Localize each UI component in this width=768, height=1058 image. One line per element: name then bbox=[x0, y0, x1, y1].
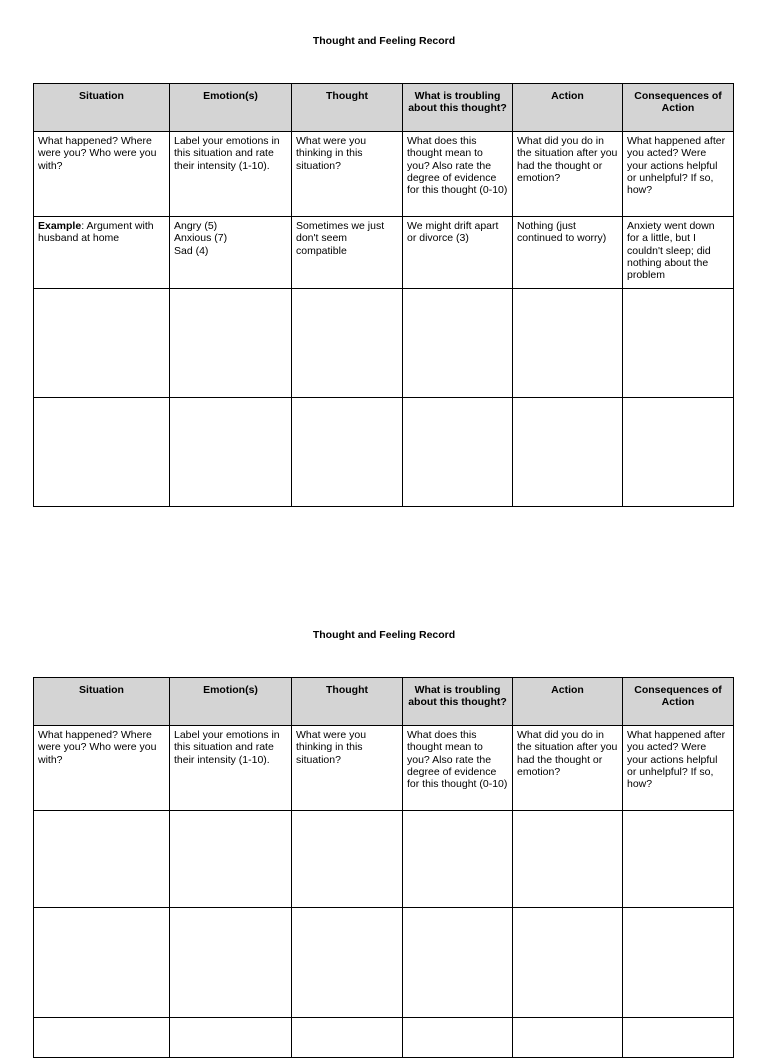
blank-entry-row bbox=[34, 908, 734, 1018]
column-header-situation: Situation bbox=[34, 678, 170, 726]
prompt-cell-situation: What happened? Where were you? Who were you with? bbox=[34, 726, 170, 811]
table-header-row bbox=[34, 84, 734, 132]
example-emotion: Angry (5) bbox=[174, 220, 218, 232]
blank-cell[interactable] bbox=[623, 908, 734, 1018]
column-header-thought: Thought bbox=[292, 678, 403, 726]
example-cell-thought: Sometimes we just don't seem compatible bbox=[292, 217, 403, 289]
prompt-cell-emotions: Label your emotions in this situation and rate their intensity (1-10). bbox=[170, 132, 292, 217]
blank-cell[interactable] bbox=[513, 811, 623, 908]
example-cell-consequences: Anxiety went down for a little, but I couldn't sleep; did nothing about the problem bbox=[623, 217, 734, 289]
blank-cell[interactable] bbox=[292, 398, 403, 507]
record-title: Thought and Feeling Record bbox=[312, 35, 456, 47]
record-title: Thought and Feeling Record bbox=[312, 629, 456, 641]
example-cell-emotions bbox=[170, 217, 292, 289]
table-header-row bbox=[34, 678, 734, 726]
prompt-cell-emotions: Label your emotions in this situation and rate their intensity (1-10). bbox=[170, 726, 292, 811]
blank-cell[interactable] bbox=[292, 289, 403, 398]
blank-cell[interactable] bbox=[292, 908, 403, 1018]
prompt-cell-thought: What were you thinking in this situation? bbox=[292, 132, 403, 217]
column-header-emotions: Emotion(s) bbox=[170, 678, 292, 726]
blank-cell[interactable] bbox=[170, 908, 292, 1018]
blank-cell[interactable] bbox=[623, 289, 734, 398]
blank-cell[interactable] bbox=[170, 811, 292, 908]
example-cell-troubling: We might drift apart or divorce (3) bbox=[403, 217, 513, 289]
prompt-cell-consequences: What happened after you acted? Were your actions helpful or unhelpful? If so, how? bbox=[623, 726, 734, 811]
blank-entry-row bbox=[34, 811, 734, 908]
blank-cell[interactable] bbox=[403, 811, 513, 908]
blank-cell[interactable] bbox=[34, 289, 170, 398]
blank-cell[interactable] bbox=[34, 908, 170, 1018]
example-emotion: Sad (4) bbox=[174, 244, 209, 257]
blank-cell[interactable] bbox=[513, 398, 623, 507]
prompt-row bbox=[34, 132, 734, 217]
prompt-cell-situation: What happened? Where were you? Who were you with? bbox=[34, 132, 170, 217]
prompt-cell-troubling: What does this thought mean to you? Also rate the degree of evidence for this thought (0-10) bbox=[403, 132, 513, 217]
blank-cell[interactable] bbox=[403, 398, 513, 507]
example-cell-situation bbox=[34, 217, 170, 289]
column-header-consequences: Consequences of Action bbox=[623, 678, 734, 726]
blank-cell[interactable] bbox=[623, 398, 734, 507]
blank-cell[interactable] bbox=[623, 811, 734, 908]
column-header-thought: Thought bbox=[292, 84, 403, 132]
blank-cell[interactable] bbox=[513, 908, 623, 1018]
blank-cell[interactable] bbox=[170, 398, 292, 507]
column-header-troubling: What is troubling about this thought? bbox=[403, 84, 513, 132]
column-header-emotions: Emotion(s) bbox=[170, 84, 292, 132]
blank-cell[interactable] bbox=[403, 289, 513, 398]
prompt-row bbox=[34, 726, 734, 811]
prompt-cell-action: What did you do in the situation after you had the thought or emotion? bbox=[513, 132, 623, 217]
blank-entry-row bbox=[34, 289, 734, 398]
example-situation-text: : Argument with husband at home bbox=[38, 220, 154, 245]
blank-cell[interactable] bbox=[403, 908, 513, 1018]
column-header-situation: Situation bbox=[34, 84, 170, 132]
column-header-action: Action bbox=[513, 678, 623, 726]
example-label: Example bbox=[38, 220, 82, 232]
column-header-action: Action bbox=[513, 84, 623, 132]
column-header-troubling: What is troubling about this thought? bbox=[403, 678, 513, 726]
blank-cell[interactable] bbox=[513, 289, 623, 398]
blank-cell[interactable] bbox=[34, 398, 170, 507]
example-row bbox=[34, 217, 734, 289]
prompt-cell-troubling: What does this thought mean to you? Also rate the degree of evidence for this thought (0-10) bbox=[403, 726, 513, 811]
blank-cell[interactable] bbox=[292, 811, 403, 908]
example-emotion: Anxious (7) bbox=[174, 232, 228, 245]
blank-cell[interactable] bbox=[34, 811, 170, 908]
thought-feeling-table bbox=[33, 83, 734, 507]
prompt-cell-thought: What were you thinking in this situation? bbox=[292, 726, 403, 811]
example-cell-action: Nothing (just continued to worry) bbox=[513, 217, 623, 289]
prompt-cell-consequences: What happened after you acted? Were your actions helpful or unhelpful? If so, how? bbox=[623, 132, 734, 217]
column-header-consequences: Consequences of Action bbox=[623, 84, 734, 132]
thought-feeling-table bbox=[33, 677, 734, 1058]
blank-entry-row bbox=[34, 398, 734, 507]
blank-cell[interactable] bbox=[170, 289, 292, 398]
prompt-cell-action: What did you do in the situation after you had the thought or emotion? bbox=[513, 726, 623, 811]
